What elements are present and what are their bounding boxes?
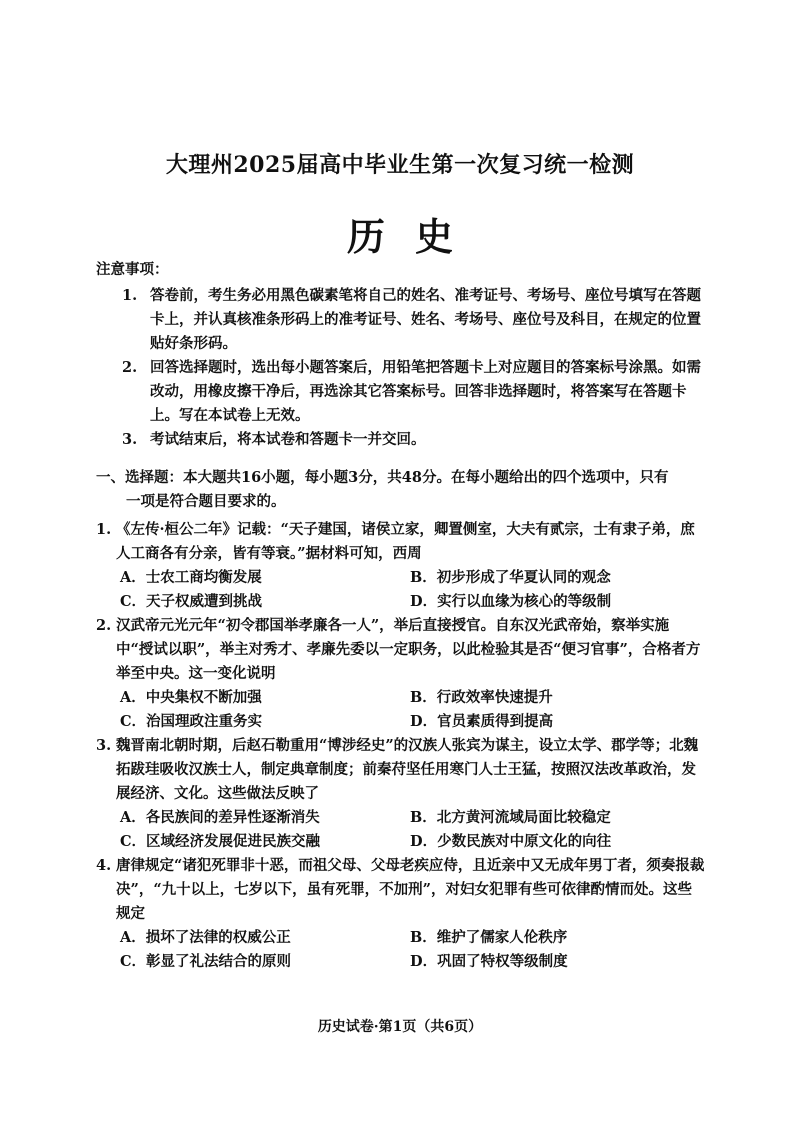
question-list bbox=[96, 518, 706, 974]
subject-title: 历史 bbox=[346, 214, 483, 259]
question-text: 《左传·桓公二年》记载：“天子建国，诸侯立家，卿置侧室，大夫有贰宗，士有隶子弟，庶人工商各有分亲，皆有等衰。”据材料可知，西周 bbox=[116, 521, 695, 562]
notice-heading: 注意事项： bbox=[96, 261, 169, 278]
notice-item bbox=[122, 428, 702, 452]
notice-item-text: 考试结束后，将本试卷和答题卡一并交回。 bbox=[150, 431, 426, 448]
option-b: B．行政效率快速提升 bbox=[410, 689, 553, 706]
option-a: A．损坏了法律的权威公正 bbox=[120, 929, 291, 946]
options bbox=[96, 686, 706, 734]
option-c: C．天子权威遭到挑战 bbox=[120, 593, 263, 610]
option-c: C．区域经济发展促进民族交融 bbox=[120, 833, 321, 850]
question-number: 2. bbox=[96, 617, 112, 634]
notice-item bbox=[122, 284, 702, 356]
question-stem bbox=[96, 854, 706, 926]
question-2 bbox=[96, 614, 706, 734]
notice-item-number: 1. bbox=[122, 287, 138, 304]
option-a: A．士农工商均衡发展 bbox=[120, 569, 262, 586]
question-stem bbox=[96, 734, 706, 806]
options bbox=[96, 566, 706, 614]
option-d: D．实行以血缘为核心的等级制 bbox=[410, 593, 612, 610]
section-heading-line1: 一、选择题：本大题共16小题，每小题3分，共48分。在每小题给出的四个选项中，只有 bbox=[96, 469, 669, 486]
question-number: 3. bbox=[96, 737, 112, 754]
option-d: D．少数民族对中原文化的向往 bbox=[410, 833, 612, 850]
notice-item bbox=[122, 356, 702, 428]
options bbox=[96, 806, 706, 854]
options bbox=[96, 926, 706, 974]
question-text: 唐律规定“诸犯死罪非十恶，而祖父母、父母老疾应侍，且近亲中又无成年男丁者，须奏报裁决”，“九十以上，七岁以下，虽有死罪，不加刑”，对妇女犯罪有些可依律酌情而处。这些规定 bbox=[116, 857, 705, 922]
question-1 bbox=[96, 518, 706, 614]
question-number: 4. bbox=[96, 857, 112, 874]
question-text: 魏晋南北朝时期，后赵石勒重用“博涉经史”的汉族人张宾为谋主，设立太学、郡学等；北魏拓跋珪吸收汉族士人，制定典章制度；前秦苻坚任用寒门人士王猛，按照汉法改革政治，发展经济、文化。这些做法反映了 bbox=[116, 737, 699, 802]
notice-item-number: 2. bbox=[122, 359, 138, 376]
question-text: 汉武帝元光元年“初令郡国举孝廉各一人”，举后直接授官。自东汉光武帝始，察举实施中“授试以职”，举主对秀才、孝廉先委以一定职务，以此检验其是否“便习官事”，合格者方举至中央。这一变化说明 bbox=[116, 617, 701, 682]
option-b: B．维护了儒家人伦秩序 bbox=[410, 929, 568, 946]
notice-item-text: 答卷前，考生务必用黑色碳素笔将自己的姓名、准考证号、考场号、座位号填写在答题卡上，并认真核准条形码上的准考证号、姓名、考场号、座位号及科目，在规定的位置贴好条形码。 bbox=[150, 287, 701, 352]
question-stem bbox=[96, 614, 706, 686]
option-d: D．官员素质得到提高 bbox=[410, 713, 554, 730]
section-heading bbox=[96, 466, 702, 514]
notice-item-text: 回答选择题时，选出每小题答案后，用铅笔把答题卡上对应题目的答案标号涂黑。如需改动，用橡皮擦干净后，再选涂其它答案标号。回答非选择题时，将答案写在答题卡上。写在本试卷上无效。 bbox=[150, 359, 701, 424]
section-heading-line2: 一项是符合题目要求的。 bbox=[126, 493, 286, 510]
notice-item-number: 3. bbox=[122, 431, 138, 448]
option-b: B．初步形成了华夏认同的观念 bbox=[410, 569, 611, 586]
page-footer: 历史试卷·第1页（共6页） bbox=[317, 1019, 483, 1035]
question-4 bbox=[96, 854, 706, 974]
notice-list bbox=[122, 284, 702, 452]
option-c: C．治国理政注重务实 bbox=[120, 713, 263, 730]
option-d: D．巩固了特权等级制度 bbox=[410, 953, 568, 970]
option-a: A．各民族间的差异性逐渐消失 bbox=[120, 809, 320, 826]
question-stem bbox=[96, 518, 706, 566]
option-a: A．中央集权不断加强 bbox=[120, 689, 262, 706]
question-3 bbox=[96, 734, 706, 854]
exam-title: 大理州2025届高中毕业生第一次复习统一检测 bbox=[165, 152, 635, 178]
question-number: 1. bbox=[96, 521, 112, 538]
option-c: C．彰显了礼法结合的原则 bbox=[120, 953, 292, 970]
option-b: B．北方黄河流域局面比较稳定 bbox=[410, 809, 611, 826]
